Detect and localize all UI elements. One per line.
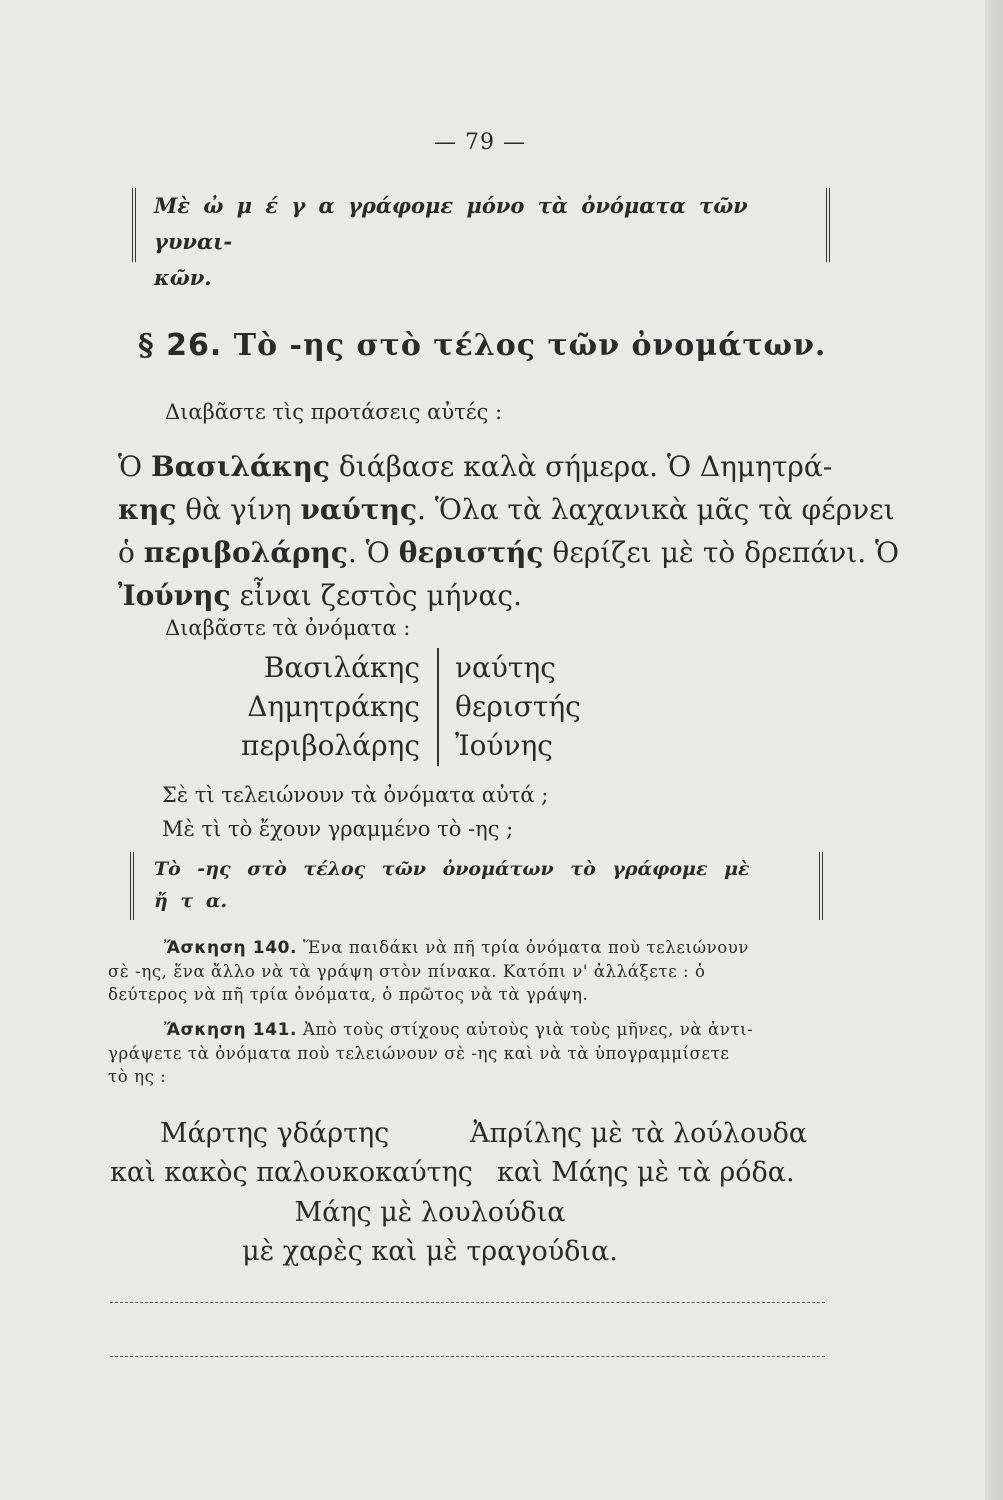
- rule-top-line1: Μὲ ὠ μ έ γ α γράφομε μόνο τὰ ὀνόματα τῶν γυναι-: [154, 193, 748, 254]
- section-heading: [138, 328, 826, 363]
- exercise-141-line-3: τὸ ης :: [108, 1067, 167, 1086]
- name-item: θεριστής: [455, 690, 581, 723]
- poem-line: Μάης μὲ λουλούδια: [294, 1197, 566, 1228]
- rule-box-bottom: [130, 852, 823, 920]
- page-edge-shadow: [985, 0, 1003, 1500]
- name-item: Βασιλάκης: [263, 651, 420, 684]
- rule-box-top: [132, 188, 830, 290]
- question-1: Σὲ τὶ τελειώνουν τὰ ὀνόματα αὐτά ;: [162, 783, 549, 807]
- instruction-names: Διαβᾶστε τὰ ὀνόματα :: [165, 616, 411, 640]
- poem-line: μὲ χαρὲς καὶ μὲ τραγούδια.: [242, 1236, 618, 1267]
- paragraph-line-4: Ἰούνης εἶναι ζεστὸς μήνας.: [118, 579, 522, 612]
- exercise-141-line-2: γράψετε τὰ ὀνόματα ποὺ τελειώνουν σὲ -ης καὶ νὰ τὰ ὑπογραμμίσετε: [108, 1044, 730, 1063]
- names-left-column: [230, 648, 420, 765]
- name-item: ναύτης: [455, 651, 556, 684]
- rule-bottom-line1: Τὸ -ης στὸ τέλος τῶν ὀνομάτων τὸ γράφομε μὲ: [154, 858, 750, 880]
- reading-paragraph: [118, 445, 900, 617]
- answer-line: [110, 1356, 825, 1357]
- paragraph-line-3: ὁ περιβολάρης. Ὁ θεριστής θερίζει μὲ τὸ δρεπάνι. Ὁ: [118, 536, 900, 569]
- section-title: Τὸ -ης στὸ τέλος τῶν ὀνομάτων.: [233, 328, 827, 363]
- rule-top-line2: κῶν.: [154, 265, 212, 290]
- exercise-140-heading: Ἄσκηση 140.: [164, 938, 298, 958]
- poem-center-stanza: [230, 1193, 630, 1271]
- names-right-column: [455, 648, 655, 765]
- exercise-140: [108, 936, 820, 1006]
- instruction-sentences: Διαβᾶστε τὶς προτάσεις αὐτές :: [165, 400, 503, 424]
- poem-line: Ἀπρίλης μὲ τὰ λούλουδα: [470, 1118, 808, 1149]
- section-number: 26.: [166, 328, 223, 363]
- answer-line: [110, 1302, 825, 1303]
- name-item: Ἰούνης: [455, 729, 553, 762]
- exercise-140-line-3: δεύτερος νὰ πῆ τρία ὀνόματα, ὁ πρῶτος νὰ τὰ γράψη.: [108, 985, 589, 1004]
- exercise-141-line-1: Ἄσκηση 141. Ἀπὸ τοὺς στίχους αὐτοὺς γιὰ τοὺς μῆνες, νὰ ἀντι-: [164, 1020, 754, 1040]
- poem-left-stanza-2: [110, 1153, 473, 1192]
- exercise-141: [108, 1018, 820, 1088]
- poem-left-stanza: [160, 1114, 389, 1153]
- poem-line: Μάρτης γδάρτης: [160, 1118, 390, 1149]
- section-symbol: §: [138, 328, 155, 363]
- name-item: περιβολάρης: [241, 729, 420, 762]
- exercise-141-heading: Ἄσκηση 141.: [164, 1020, 298, 1040]
- paragraph-line-1: Ὁ Βασιλάκης διάβασε καλὰ σήμερα. Ὁ Δημητρά-: [118, 450, 833, 483]
- rule-bottom-line2: ἤ τ α.: [154, 890, 228, 912]
- paragraph-line-2: κης θὰ γίνη ναύτης. Ὅλα τὰ λαχανικὰ μᾶς τὰ φέρνει: [118, 493, 895, 526]
- exercise-140-line-1: Ἄσκηση 140. Ἕνα παιδάκι νὰ πῆ τρία ὀνόματα ποὺ τελειώνουν: [164, 938, 750, 958]
- name-item: Δημητράκης: [247, 690, 420, 723]
- poem-line: καὶ κακὸς παλουκοκαύτης: [110, 1157, 473, 1188]
- names-divider: [437, 648, 439, 766]
- poem-right-stanza-2: [497, 1153, 795, 1192]
- poem-line: καὶ Μάης μὲ τὰ ρόδα.: [497, 1157, 795, 1188]
- question-2: Μὲ τὶ τὸ ἔχουν γραμμένο τὸ -ης ;: [162, 817, 514, 841]
- exercise-140-line-2: σὲ -ης, ἕνα ἄλλο νὰ τὰ γράψη στὸν πίνακα. Κατόπι ν' ἀλλάξετε : ὁ: [108, 962, 706, 981]
- page-number: — 79 —: [434, 130, 526, 155]
- poem-right-stanza: [470, 1114, 807, 1153]
